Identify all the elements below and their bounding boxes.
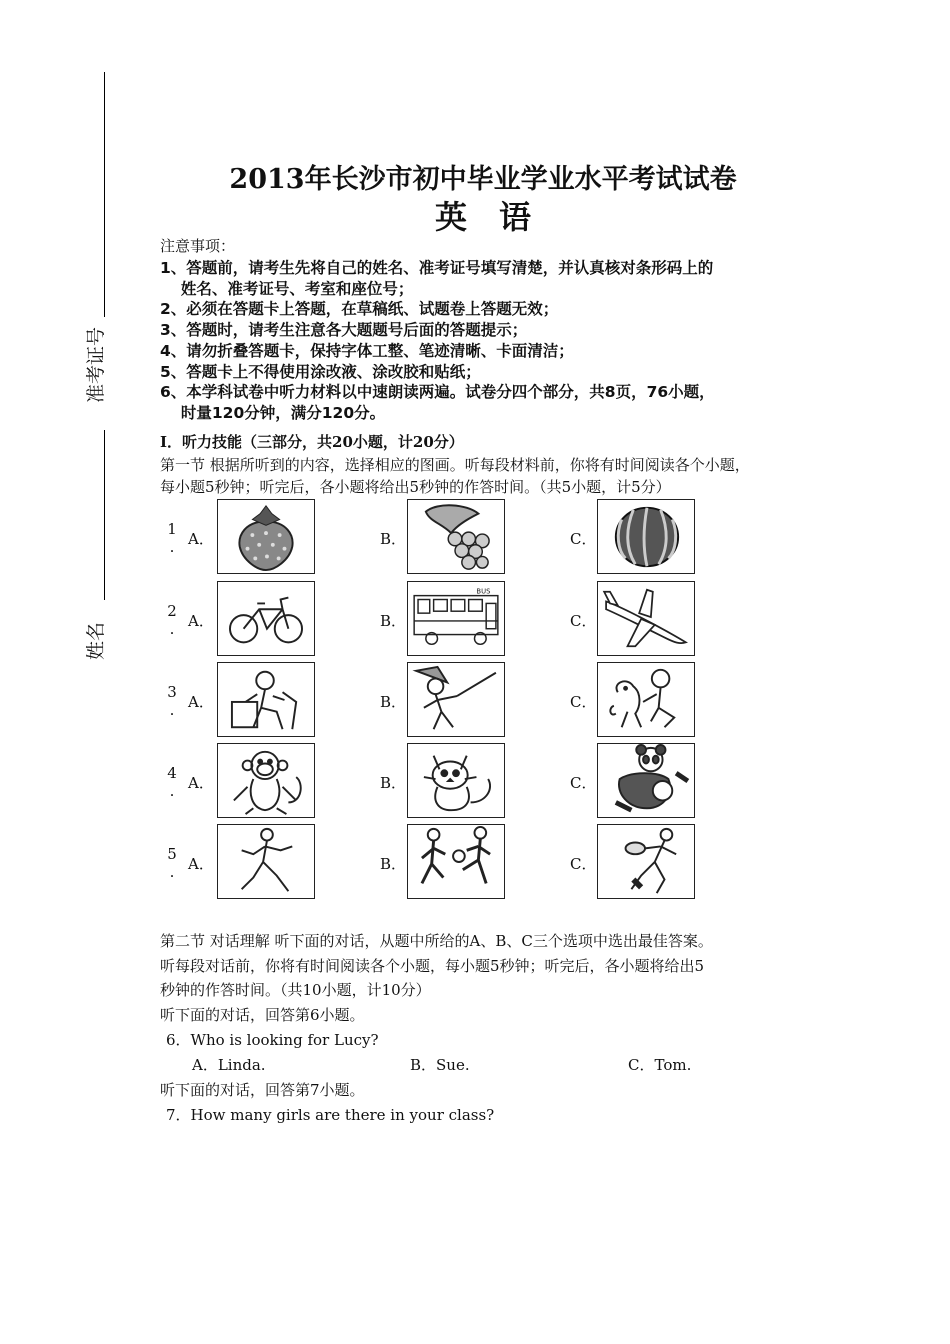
option-label-a: A．	[188, 855, 214, 873]
question-number	[162, 683, 182, 719]
option-label-a: A．	[188, 774, 214, 792]
question-number	[162, 520, 182, 556]
option-label-b: B．	[380, 612, 407, 630]
q6-option-a: A．Linda.	[192, 1056, 266, 1074]
option-picture-c[interactable]	[597, 581, 695, 656]
question-number-dot: .	[169, 782, 175, 800]
section2-instruction: 秒钟的作答时间。（共10小题，计10分）	[160, 981, 431, 999]
option-picture-b[interactable]	[407, 824, 505, 899]
section2-instruction: 听每段对话前，你将有时间阅读各个小题，每小题5秒钟；听完后，各小题将给出5	[160, 957, 705, 975]
notice-item: 时量120分钟，满分120分。	[160, 404, 386, 422]
boy-reading-icon	[218, 663, 314, 736]
notice-item: 姓名、准考证号、考室和座位号；	[160, 280, 414, 298]
question-number-dot: .	[169, 620, 175, 638]
watermelon-icon	[598, 500, 694, 573]
section1-instruction: 每小题5秒钟；听完后，各小题将给出5秒钟的作答时间。（共5小题，计5分）	[160, 478, 671, 496]
q6-question: 6．Who is looking for Lucy?	[166, 1031, 379, 1049]
monkey-icon	[218, 744, 314, 817]
option-label-a: A．	[188, 612, 214, 630]
option-label-b: B．	[380, 855, 407, 873]
question-number-digit: 5	[167, 845, 177, 863]
notice-item: 3、答题时，请考生注意各大题题号后面的答题提示；	[160, 321, 528, 339]
bicycle-icon	[218, 582, 314, 655]
question-number-digit: 1	[167, 520, 177, 538]
option-label-b: B．	[380, 774, 407, 792]
exam-id-label: 准考证号	[85, 327, 107, 404]
option-picture-b[interactable]	[407, 499, 505, 574]
option-picture-b[interactable]	[407, 581, 505, 656]
question-number	[162, 764, 182, 800]
question-number	[162, 602, 182, 638]
notice-item: 4、请勿折叠答题卡，保持字体工整、笔迹清晰、卡面清洁；	[160, 342, 574, 360]
q6-prompt: 听下面的对话，回答第6小题。	[160, 1006, 365, 1024]
q6-option-c: C．Tom.	[628, 1056, 692, 1074]
q7-prompt: 听下面的对话，回答第7小题。	[160, 1081, 365, 1099]
cat-icon	[408, 744, 504, 817]
q6-option-b: B．Sue.	[410, 1056, 470, 1074]
option-label-b: B．	[380, 530, 407, 548]
question-number-dot: .	[169, 863, 175, 881]
option-label-c: C．	[570, 693, 597, 711]
exam-id-line	[104, 430, 105, 600]
panda-icon	[598, 744, 694, 817]
option-label-c: C．	[570, 774, 597, 792]
question-number-digit: 3	[167, 683, 177, 701]
option-label-c: C．	[570, 612, 597, 630]
option-picture-c[interactable]	[597, 743, 695, 818]
section1-instruction: 第一节 根据所听到的内容，选择相应的图画。听每段材料前，你将有时间阅读各个小题，	[160, 456, 750, 474]
notice-item: 5、答题卡上不得使用涂改液、涂改胶和贴纸；	[160, 363, 481, 381]
exam-subject: 英 语	[434, 198, 531, 236]
option-picture-c[interactable]	[597, 662, 695, 737]
boy-dog-icon	[598, 663, 694, 736]
runner-icon	[218, 825, 314, 898]
strawberry-icon	[218, 500, 314, 573]
part1-heading: I．听力技能（三部分，共20小题，计20分）	[160, 433, 464, 451]
section2-instruction: 第二节 对话理解 听下面的对话，从题中所给的A、B、C三个选项中选出最佳答案。	[160, 932, 713, 950]
option-picture-a[interactable]	[217, 499, 315, 574]
option-picture-a[interactable]	[217, 662, 315, 737]
option-picture-b[interactable]	[407, 743, 505, 818]
option-label-c: C．	[570, 530, 597, 548]
option-label-b: B．	[380, 693, 407, 711]
notice-heading: 注意事项：	[160, 237, 236, 255]
question-number-dot: .	[169, 538, 175, 556]
option-picture-c[interactable]	[597, 499, 695, 574]
rugby-player-icon	[598, 825, 694, 898]
svg-text:BUS: BUS	[476, 587, 491, 596]
airplane-icon	[598, 582, 694, 655]
question-number	[162, 845, 182, 881]
option-label-a: A．	[188, 530, 214, 548]
option-label-c: C．	[570, 855, 597, 873]
question-number-digit: 2	[167, 602, 177, 620]
boy-kite-icon	[408, 663, 504, 736]
question-number-dot: .	[169, 701, 175, 719]
bus-icon	[408, 582, 504, 655]
grapes-icon	[408, 500, 504, 573]
name-label: 姓名	[85, 622, 107, 661]
option-picture-c[interactable]	[597, 824, 695, 899]
option-picture-a[interactable]	[217, 743, 315, 818]
notice-item: 6、本学科试卷中听力材料以中速朗读两遍。试卷分四个部分，共8页，76小题，	[160, 383, 715, 401]
question-number-digit: 4	[167, 764, 177, 782]
notice-item: 2、必须在答题卡上答题，在草稿纸、试题卷上答题无效；	[160, 300, 559, 318]
option-label-a: A．	[188, 693, 214, 711]
option-picture-a[interactable]	[217, 581, 315, 656]
q7-question: 7．How many girls are there in your class?	[166, 1106, 495, 1124]
option-picture-b[interactable]	[407, 662, 505, 737]
exam-title: 2013年长沙市初中毕业学业水平考试试卷	[229, 164, 737, 195]
notice-item: 1、答题前，请考生先将自己的姓名、准考证号填写清楚，并认真核对条形码上的	[160, 259, 714, 277]
option-picture-a[interactable]	[217, 824, 315, 899]
soccer-players-icon	[408, 825, 504, 898]
